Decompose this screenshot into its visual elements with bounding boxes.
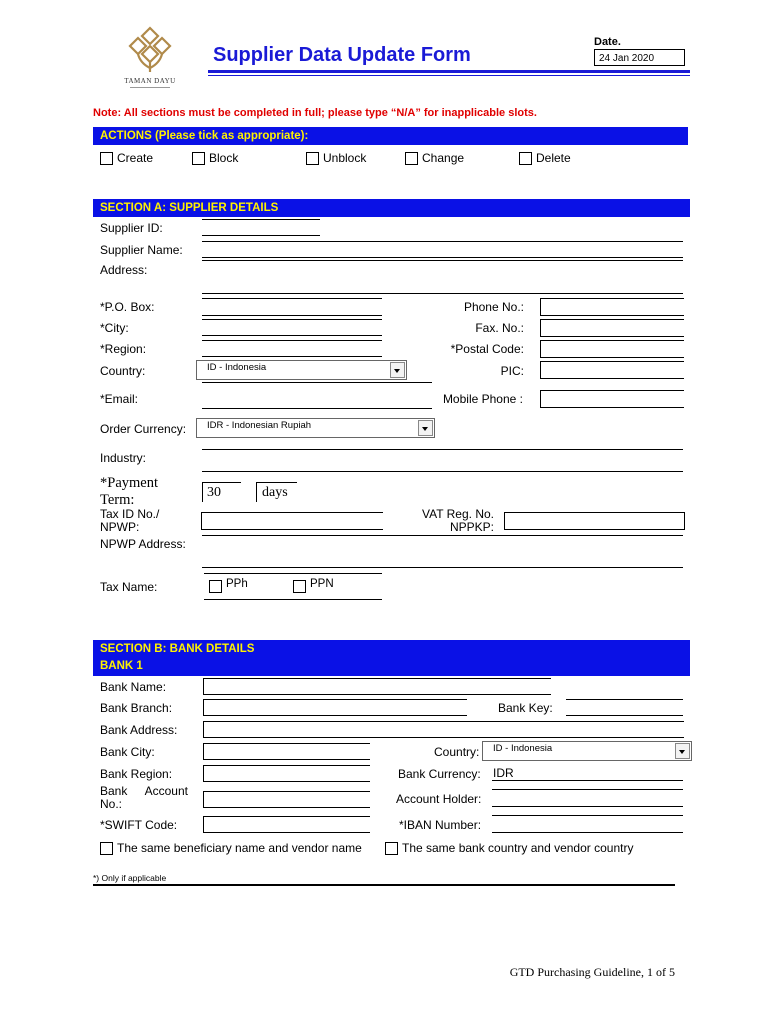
supplier-id-field-top — [202, 219, 320, 220]
date-label: Date. — [594, 36, 621, 48]
fax-field[interactable] — [540, 319, 684, 337]
chevron-down-icon[interactable] — [418, 420, 433, 436]
account-holder-field-top — [492, 789, 683, 790]
bank-key-label: Bank Key: — [498, 701, 553, 715]
title-underline-thin — [208, 75, 690, 76]
same-country-label: The same bank country and vendor country — [402, 841, 634, 855]
bank-branch-field[interactable] — [203, 699, 467, 716]
bank-name-field[interactable] — [203, 678, 551, 695]
swift-code-label: *SWIFT Code: — [100, 818, 178, 832]
page-title: Supplier Data Update Form — [213, 44, 471, 66]
date-field[interactable] — [594, 49, 685, 66]
bank-country-dropdown[interactable] — [482, 741, 692, 761]
supplier-id-label: Supplier ID: — [100, 221, 163, 235]
bank-address-label: Bank Address: — [100, 723, 178, 737]
chevron-down-icon[interactable] — [390, 362, 405, 378]
bank-country-label: Country: — [434, 745, 480, 759]
date-value: 24 Jan 2020 — [599, 53, 655, 64]
bank-currency-value: IDR — [493, 766, 514, 780]
order-currency-dropdown[interactable] — [196, 418, 435, 438]
bank-country-value: ID - Indonesia — [493, 743, 553, 754]
tax-name-label: Tax Name: — [100, 580, 158, 594]
create-label: Create — [117, 151, 154, 165]
bank-region-field[interactable] — [203, 765, 370, 782]
unblock-checkbox[interactable] — [306, 152, 319, 165]
bank-account-field[interactable] — [203, 791, 370, 808]
chevron-down-icon[interactable] — [675, 743, 690, 759]
block-label: Block — [209, 151, 239, 165]
bank-account-text: Bank Account No.: — [100, 784, 188, 811]
logo-emblem-icon — [118, 24, 182, 74]
npwp-address-label: NPWP Address: — [100, 537, 186, 551]
bank-key-field[interactable] — [566, 715, 683, 716]
address-label: Address: — [100, 263, 148, 277]
supplier-name-field[interactable] — [202, 241, 683, 242]
tax-id-label: Tax ID No./ NPWP: — [100, 507, 160, 534]
iban-field-top — [492, 815, 683, 816]
logo-tagline-line — [130, 87, 170, 88]
swift-code-field[interactable] — [203, 816, 370, 833]
instruction-note: Note: All sections must be completed in full; please type “N/A” for inapplicable slots. — [93, 107, 537, 119]
industry-label: Industry: — [100, 451, 147, 465]
title-underline — [208, 70, 690, 73]
pph-checkbox[interactable] — [209, 580, 222, 593]
bank-1-heading: BANK 1 — [100, 660, 143, 672]
payment-term-unit-text: days — [262, 485, 288, 500]
address-field-bottom — [202, 293, 683, 294]
supplier-name-label: Supplier Name: — [100, 243, 183, 257]
phone-field[interactable] — [540, 298, 684, 316]
city-field-bottom — [202, 335, 382, 336]
bank-city-field[interactable] — [203, 743, 370, 760]
pph-label: PPh — [226, 578, 248, 590]
section-b-heading: SECTION B: BANK DETAILS — [100, 643, 255, 655]
ppn-checkbox[interactable] — [293, 580, 306, 593]
tax-id-field[interactable] — [201, 512, 383, 530]
bank-account-label — [100, 785, 188, 811]
tax-name-bottom — [204, 599, 382, 600]
country-dropdown[interactable] — [196, 360, 407, 380]
same-country-checkbox[interactable] — [385, 842, 398, 855]
po-box-field[interactable] — [202, 315, 382, 316]
vat-field[interactable] — [504, 512, 685, 530]
po-box-label: *P.O. Box: — [100, 300, 155, 314]
npwp-address-field-top — [202, 535, 683, 536]
delete-checkbox[interactable] — [519, 152, 532, 165]
mobile-phone-field[interactable] — [540, 390, 684, 408]
country-dropdown-value: ID - Indonesia — [207, 362, 267, 373]
same-name-checkbox[interactable] — [100, 842, 113, 855]
ppn-label: PPN — [310, 578, 334, 590]
tax-name-top — [204, 573, 382, 574]
industry-field-top — [202, 449, 683, 450]
npwp-address-field[interactable] — [202, 567, 683, 568]
fax-label: Fax. No.: — [475, 321, 524, 335]
postal-code-field[interactable] — [540, 340, 684, 358]
supplier-name-field-bottom — [202, 257, 683, 258]
industry-field[interactable] — [202, 471, 683, 472]
region-label: *Region: — [100, 342, 147, 356]
country-label: Country: — [100, 364, 146, 378]
vat-label: VAT Reg. No. NPPKP: — [421, 507, 494, 534]
section-a-header — [93, 199, 690, 217]
payment-term-label: *Payment Term: — [100, 475, 158, 508]
pic-label: PIC: — [500, 364, 524, 378]
po-box-field-top — [202, 298, 382, 299]
iban-label: *IBAN Number: — [399, 818, 482, 832]
bank-name-label: Bank Name: — [100, 680, 167, 694]
country-underline — [202, 382, 432, 383]
bank-city-label: Bank City: — [100, 745, 155, 759]
section-b-header — [93, 640, 690, 676]
footnote: *) Only if applicable — [93, 873, 167, 883]
pic-field[interactable] — [540, 361, 684, 379]
delete-label: Delete — [536, 151, 571, 165]
payment-term-days-field[interactable] — [202, 482, 241, 502]
mobile-phone-label: Mobile Phone : — [442, 392, 523, 406]
actions-header — [93, 127, 688, 145]
company-logo — [118, 24, 182, 88]
actions-heading: ACTIONS (Please tick as appropriate): — [100, 130, 309, 142]
bank-currency-field[interactable] — [492, 780, 683, 781]
address-field[interactable] — [202, 260, 683, 261]
bank-address-field[interactable] — [203, 721, 684, 738]
unblock-label: Unblock — [323, 151, 367, 165]
same-name-label: The same beneficiary name and vendor name — [117, 841, 362, 855]
account-holder-label: Account Holder: — [396, 792, 482, 806]
email-field[interactable] — [202, 408, 432, 409]
bank-branch-label: Bank Branch: — [100, 701, 173, 715]
order-currency-value: IDR - Indonesian Rupiah — [207, 420, 312, 431]
iban-field[interactable] — [492, 832, 683, 833]
region-field-bottom — [202, 356, 382, 357]
phone-label: Phone No.: — [463, 300, 524, 314]
supplier-id-field[interactable] — [202, 235, 320, 236]
city-label: *City: — [100, 321, 129, 335]
region-field[interactable] — [202, 340, 382, 341]
bank-currency-label: Bank Currency: — [398, 767, 481, 781]
create-checkbox[interactable] — [100, 152, 113, 165]
email-label: *Email: — [100, 392, 139, 406]
footnote-divider — [93, 884, 675, 886]
change-checkbox[interactable] — [405, 152, 418, 165]
postal-code-label: *Postal Code: — [450, 342, 524, 356]
change-label: Change — [422, 151, 465, 165]
section-a-heading: SECTION A: SUPPLIER DETAILS — [100, 202, 279, 214]
bank-key-field-top — [566, 699, 683, 700]
block-checkbox[interactable] — [192, 152, 205, 165]
logo-text: TAMAN DAYU — [124, 77, 176, 85]
account-holder-field[interactable] — [492, 806, 683, 807]
payment-term-value: 30 — [207, 485, 221, 500]
page-footer: GTD Purchasing Guideline, 1 of 5 — [509, 965, 675, 979]
order-currency-label: Order Currency: — [100, 422, 187, 436]
bank-region-label: Bank Region: — [100, 767, 173, 781]
city-field[interactable] — [202, 319, 382, 320]
payment-term-unit — [256, 482, 297, 502]
